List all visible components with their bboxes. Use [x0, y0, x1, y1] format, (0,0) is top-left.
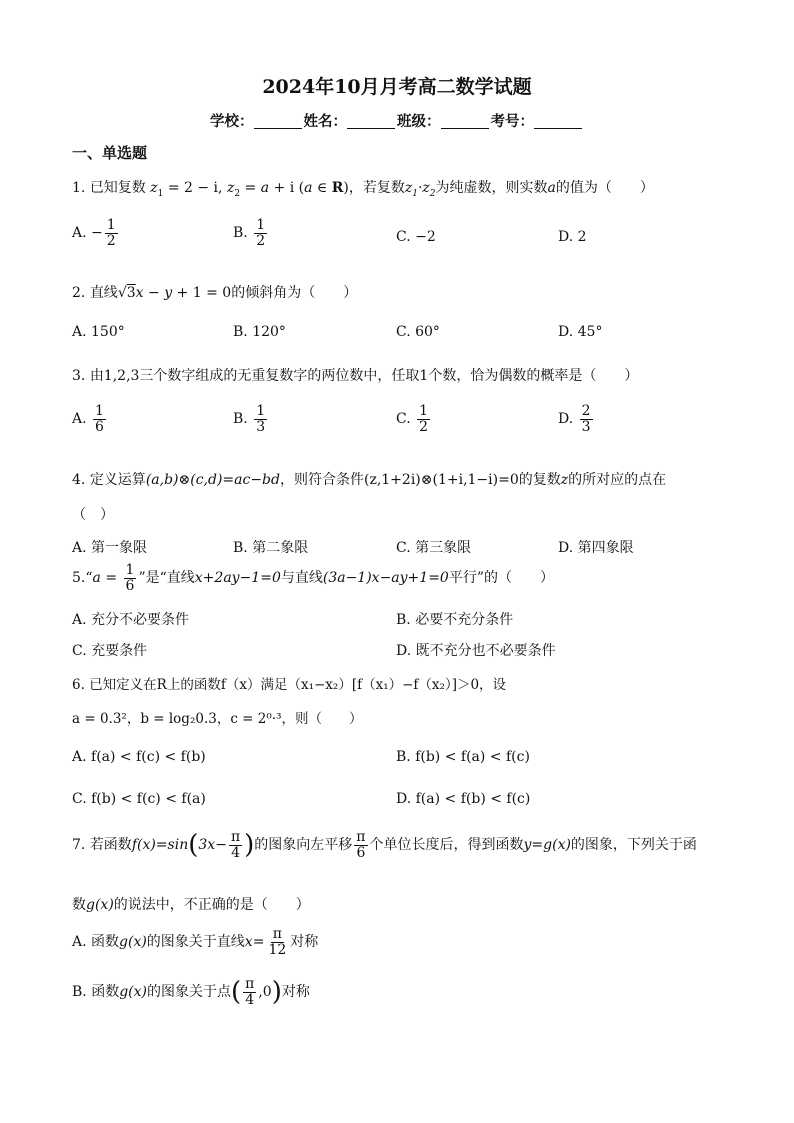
q2-option-c[interactable]: C. 60°	[396, 324, 440, 340]
question-6-line-2: a = 0.3²，b = log₂0.3，c = 2⁰·³，则（ ）	[72, 711, 363, 727]
q5-option-d[interactable]: D. 既不充分也不必要条件	[396, 643, 556, 659]
section-heading: 一、单选题	[72, 144, 148, 162]
q7-option-b[interactable]: B. 函数g(x)的图象关于点( $\frac{\pi}{4}$ ,0)对称	[72, 976, 310, 1008]
q3-option-c[interactable]: C. $\frac{1}{2}$	[396, 403, 429, 435]
fraction: $\frac{1}{2}$	[256, 217, 266, 249]
math-z-def: $z_1 = 2 - i$, $z_2 = a + i$ (a ∈ R)	[150, 180, 349, 199]
q6-option-a[interactable]: A. f(a) < f(c) < f(b)	[72, 749, 206, 765]
school-label: 学校：	[210, 113, 254, 130]
math-z1z2: $z_1\cdot z_2$	[404, 180, 436, 199]
school-blank[interactable]	[254, 114, 302, 129]
fraction: $\frac{1}{2}$	[419, 403, 429, 435]
q1-option-b[interactable]: B. $\frac{1}{2}$	[233, 217, 266, 249]
fraction: $\frac{\pi}{12}$	[268, 926, 287, 958]
class-label: 班级：	[397, 113, 441, 130]
name-blank[interactable]	[347, 114, 395, 129]
q1-option-d[interactable]: D. 2	[558, 229, 587, 245]
student-info-line	[0, 110, 794, 131]
question-text: 已知复数	[89, 180, 146, 196]
q3-option-a[interactable]: A. $\frac{1}{6}$	[72, 403, 104, 435]
q6-option-b[interactable]: B. f(b) < f(a) < f(c)	[396, 749, 530, 765]
page-title: 2024年10月月考高二数学试题	[262, 76, 532, 98]
exam-no-blank[interactable]	[534, 114, 582, 129]
fraction: $\frac{\pi}{4}$	[230, 829, 241, 861]
math-line-eq: √3x − y + 1 = 0	[117, 285, 232, 301]
question-7-line-2: 数g(x)的说法中，不正确的是（ ）	[72, 897, 310, 913]
math-condition: (z,1+2i)⊗(1+i,1−i)=0	[363, 472, 519, 488]
fraction: $\frac{1}{6}$	[125, 562, 135, 594]
q4-option-d[interactable]: D. 第四象限	[558, 540, 634, 556]
q2-option-d[interactable]: D. 45°	[558, 324, 603, 340]
math-g: y=g(x)	[523, 837, 571, 854]
fraction: $\frac{\pi}{6}$	[356, 829, 366, 861]
q6-option-c[interactable]: C. f(b) < f(c) < f(a)	[72, 791, 206, 807]
math-line-1: x+2ay−1=0	[194, 570, 281, 587]
math-z: z	[560, 472, 569, 488]
question-1: 1. 已知复数 $z_1 = 2 - i$, $z_2 = a + i$ (a ∈ R)，若复数$z_1\cdot z_2$为纯虚数，则实数a的值为（ ）	[72, 180, 654, 199]
q5-option-c[interactable]: C. 充要条件	[72, 643, 148, 659]
q4-option-c[interactable]: C. 第三象限	[396, 540, 472, 556]
exam-no-label: 考号：	[490, 113, 534, 130]
question-2: 2. 直线√3x − y + 1 = 0的倾斜角为（ ）	[72, 285, 358, 301]
q3-option-d[interactable]: D. $\frac{2}{3}$	[558, 403, 591, 435]
math-f: f(x)=sin	[131, 837, 189, 854]
q5-option-b[interactable]: B. 必要不充分条件	[396, 612, 514, 628]
question-6: 6. 已知定义在R上的函数f（x）满足（x₁−x₂）[f（x₁）−f（x₂）]＞0，设	[72, 677, 507, 693]
fraction: $\frac{1}{6}$	[95, 403, 104, 435]
question-number: 1.	[72, 180, 86, 196]
question-4-paren: （ ）	[72, 507, 114, 523]
math-line-2: (3a−1)x−ay+1=0	[322, 570, 449, 587]
q2-option-a[interactable]: A. 150°	[72, 324, 125, 340]
math-a: a	[92, 570, 101, 587]
fraction: $\frac{1}{2}$	[106, 217, 116, 249]
math-a: a	[547, 180, 556, 196]
q2-option-b[interactable]: B. 120°	[233, 324, 286, 340]
q1-option-a[interactable]: A. − $\frac{1}{2}$	[72, 217, 116, 249]
math-operation: (a,b)⊗(c,d)=ac−bd	[145, 472, 280, 488]
q5-option-a[interactable]: A. 充分不必要条件	[72, 612, 190, 628]
fraction: $\frac{\pi}{4}$	[245, 976, 255, 1008]
q3-option-b[interactable]: B. $\frac{1}{3}$	[233, 403, 266, 435]
question-5: 5.“a = $\frac{1}{6}$ ”是“直线x+2ay−1=0与直线(3a−1)x−ay+1=0平行”的（ ）	[72, 562, 555, 594]
q4-option-b[interactable]: B. 第二象限	[233, 540, 309, 556]
question-4: 4. 定义运算(a,b)⊗(c,d)=ac−bd，则符合条件(z,1+2i)⊗(1+i,1−i)=0的复数z的所对应的点在	[72, 472, 667, 488]
class-blank[interactable]	[441, 114, 489, 129]
question-3: 3. 由1,2,3三个数字组成的无重复数字的两位数中，任取1个数，恰为偶数的概率是（ ）	[72, 368, 639, 384]
q7-option-a[interactable]: A. 函数g(x)的图象关于直线x= $\frac{\pi}{12}$ 对称	[72, 926, 319, 958]
fraction: $\frac{1}{3}$	[256, 403, 266, 435]
fraction: $\frac{2}{3}$	[581, 403, 591, 435]
question-7: 7. 若函数f(x)=sin(3x− $\frac{\pi}{4}$ )的图象向左平移 $\frac{\pi}{6}$ 个单位长度后，得到函数y=g(x)的图象，下列关于函	[72, 829, 697, 861]
q6-option-d[interactable]: D. f(a) < f(b) < f(c)	[396, 791, 531, 807]
q1-option-c[interactable]: C. −2	[396, 229, 436, 245]
name-label: 姓名：	[303, 113, 347, 130]
q4-option-a[interactable]: A. 第一象限	[72, 540, 148, 556]
